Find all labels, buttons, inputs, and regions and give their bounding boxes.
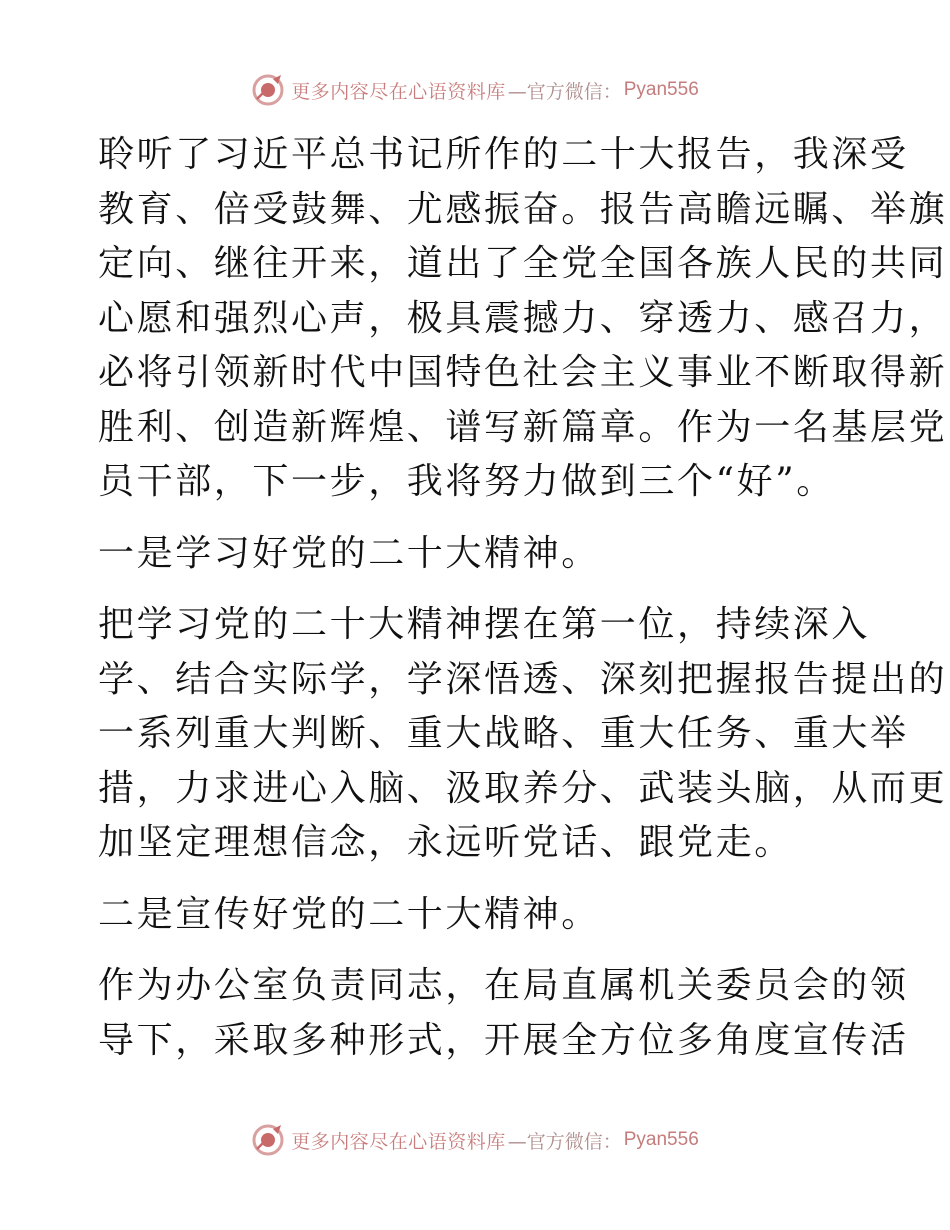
- text-line: 学、结合实际学，学深悟透、深刻把握报告提出的: [98, 658, 948, 700]
- watermark-account-text: Pyan556: [623, 1129, 699, 1150]
- text-line: 加坚定理想信念，永远听党话、跟党走。: [98, 822, 793, 863]
- paragraph-study: [98, 598, 948, 871]
- document-body: [98, 128, 948, 1068]
- text-line: 必将引领新时代中国特色社会主义事业不断取得新: [98, 352, 948, 393]
- watermark-primary-text: 更多内容尽在心语资料库: [291, 1130, 506, 1153]
- text-line: 定向、继往开来，道出了全党全国各族人民的共同: [98, 243, 948, 284]
- text-line: 作为办公室负责同志，在局直属机关委员会的领: [98, 965, 909, 1006]
- text-line: 措，力求进心入脑、汲取养分、武装头脑，从而更: [98, 767, 948, 809]
- text-line: 把学习党的二十大精神摆在第一位，持续深入: [98, 604, 871, 645]
- section-heading-one: [98, 527, 858, 582]
- text-line: 员干部，下一步，我将努力做到三个“好”。: [98, 461, 835, 502]
- section-heading-two: [98, 888, 858, 943]
- watermark-account-text: Pyan556: [623, 79, 699, 100]
- text-line: 教育、倍受鼓舞、尤感振奋。报告高瞻远瞩、举旗: [98, 188, 948, 230]
- text-line: 心愿和强烈心声，极具震撼力、穿透力、感召力，: [98, 297, 948, 339]
- paragraph-intro: [98, 128, 948, 510]
- footer-watermark: [0, 1122, 950, 1158]
- text-line: 导下，采取多种形式，开展全方位多角度宣传活: [98, 1019, 909, 1061]
- watermark-secondary-text: —官方微信：: [507, 1130, 622, 1153]
- text-line: 胜利、创造新辉煌、谱写新篇章。作为一名基层党: [98, 406, 948, 448]
- paragraph-publicity: [98, 959, 909, 1068]
- text-line: 二是宣传好党的二十大精神。: [98, 893, 600, 935]
- text-line: 聆听了习近平总书记所作的二十大报告，我深受: [98, 134, 909, 175]
- watermark-secondary-text: —官方微信：: [507, 80, 622, 103]
- header-watermark: [0, 72, 950, 108]
- watermark-primary-text: 更多内容尽在心语资料库: [291, 80, 506, 103]
- text-line: 一是学习好党的二十大精神。: [98, 532, 600, 574]
- pen-logo-icon: [251, 73, 285, 107]
- text-line: 一系列重大判断、重大战略、重大任务、重大举: [98, 713, 909, 754]
- pen-logo-icon: [251, 1123, 285, 1157]
